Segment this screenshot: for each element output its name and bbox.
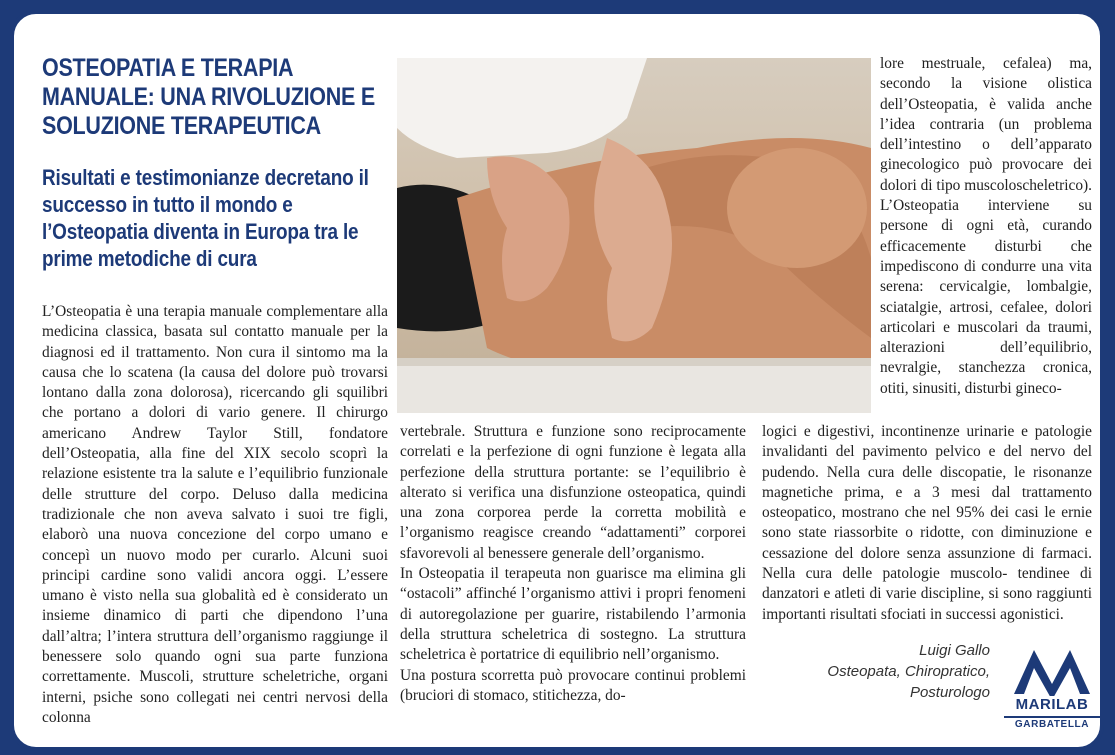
paragraph: vertebrale. Struttura e funzione sono reciprocamente correlati e la perfezione di ogni funzione è legata alla perfezione della struttura portante: se l’equilibrio è alterato si verifica una disfunzione osteopatica, quindi una zona corporea perde la corretta mobilità e l’organismo reagisce creando “adattamenti” corporei sfavorevoli al benessere generale dell’organismo. [400,423,746,562]
article-column-3-top [880,54,1092,399]
paragraph: L’Osteopatia è una terapia manuale complementare alla medicina classica, basata sul contatto manuale per la diagnosi ed il trattamento. Non cura il sintomo ma la causa che lo scatena (la causa del dolore può trovarsi lontano dalla zona dolorosa), ricercando gli squilibri che portano a dolori di vario genere. Il chirurgo americano Andrew Taylor Still, fondatore dell’Osteopatia, alla fine del XIX secolo scoprì la relazione esistente tra la salute e l’equilibrio funzionale delle strutture del corpo. Deluso dalla medicina tradizionale che non aveva salvato i suoi tre figli, elaborò una nuova concezione del corpo umano e concepì un nuovo modo per curarlo. Alcuni suoi principi cardine sono validi ancora oggi. L’essere umano è visto nella sua globalità ed è considerato un insieme dinamico di parti che dipendono l’una dall’altra; l’intera struttura dell’organismo raggiunge il benessere solo quando ogni sua parte funziona correttamente. Muscoli, strutture scheletriche, organi interni, psiche sono collegati nei centri nervosi della colonna [42,303,388,726]
paragraph: Una postura scorretta può provocare continui problemi (bruciori di stomaco, stitichezza, do- [400,666,746,704]
article-column-2 [400,422,746,706]
author-role: Osteopata, Chiropratico, [827,663,990,680]
photo-illustration [397,58,871,413]
logo-subtitle: GARBATELLA [1004,716,1100,730]
paragraph: In Osteopatia il terapeuta non guarisce ma elimina gli “ostacoli” affinché l’organismo attivi i propri fenomeni di autoregolazione per guarire, ristabilendo l’armonia della struttura scheletrica di sostegno. La struttura scheletrica è portatrice di equilibrio nell’organismo. [400,565,746,664]
marilab-logo [1004,644,1100,734]
article-title: OSTEOPATIA E TERAPIA MANUALE: UNA RIVOLUZIONE E SOLUZIONE TERAPEUTICA [42,54,375,140]
massage-photo [397,58,871,413]
article-subtitle: Risultati e testimonianze decretano il successo in tutto il mondo e l’Osteopatia diventa in Europa tra le prime metodiche di cura [42,165,369,271]
logo-mark-icon [1004,644,1100,696]
author-name: Luigi Gallo [919,642,990,659]
logo-name: MARILAB [1015,696,1089,713]
paragraph: logici e digestivi, incontinenze urinarie e patologie invalidanti del pavimento pelvico e del nervo del pudendo. Nella cura delle discopatie, le risonanze magnetiche prima, e a 3 mesi dal trattamento osteopatico, mostrano che nel 95% dei casi le ernie sono state riassorbite o ridotte, con diminuzione e cessazione del dolore senza assunzione di farmaci. Nella cura delle patologie muscolo- tendinee di danzatori e atleti di varie discipline, si sono raggiunti importanti risultati sfociati in successi agonistici. [762,423,1092,623]
article-column-1 [42,302,388,728]
article-column-3-bottom [762,422,1092,625]
article-frame [10,10,1104,751]
author-role: Posturologo [909,684,990,701]
author-signature [784,640,990,703]
paragraph: lore mestruale, cefalea) ma, secondo la visione olistica dell’Osteopatia, è valida anche l’idea contraria (un problema dell’intestino o dell’apparato ginecologico può provocare dei dolori di tipo muscoloscheletrico). L’Osteopatia interviene su persone di ogni età, curando efficacemente disturbi che impediscono di condurre una vita serena: cervicalgie, lombalgie, sciatalgie, artrosi, cefalee, dolori articolari e muscolari da traumi, alterazioni dell’equilibrio, nevralgie, stanchezza cronica, otiti, sinusiti, disturbi gineco- [880,55,1093,397]
